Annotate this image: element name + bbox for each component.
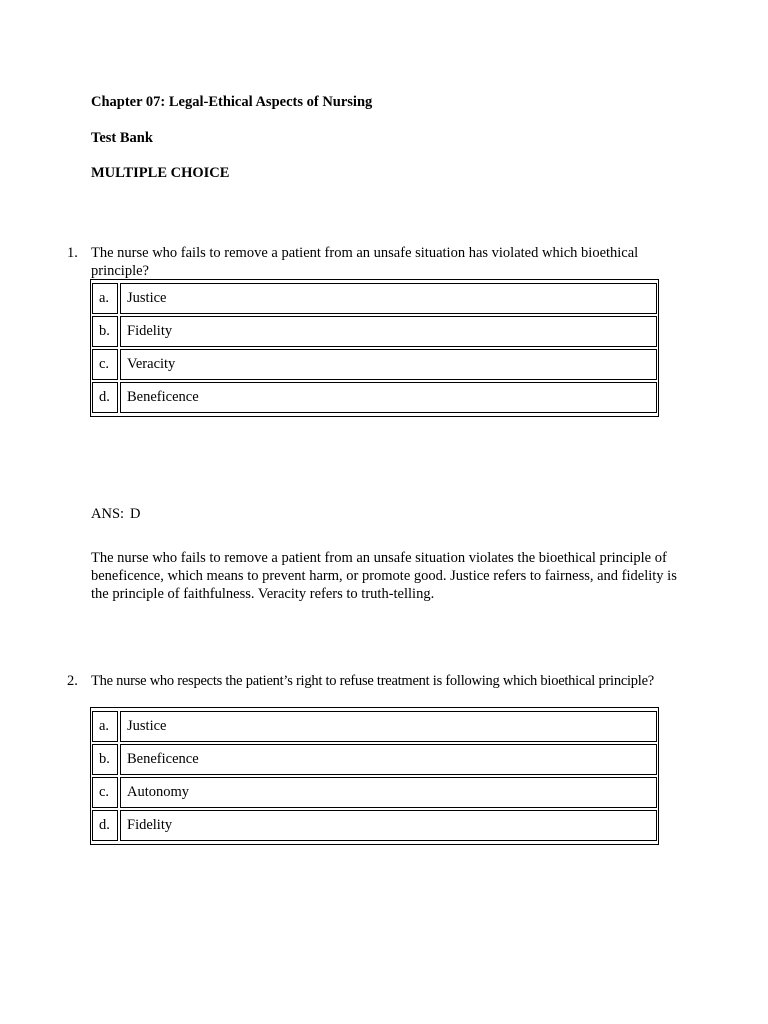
answer-label: ANS: (91, 506, 125, 522)
answer-choices-2 (90, 707, 659, 845)
question-number: 1. (67, 245, 78, 261)
choice-text: Justice (120, 283, 657, 314)
answer-rationale: The nurse who fails to remove a patient from an unsafe situation violates the bioethical principle of beneficence, which means to prevent harm, or promote good. Justice refers to fairness, and fidelity is the principle of faithfulness. Veracity refers to truth-telling. (91, 550, 677, 602)
test-bank-heading: Test Bank (91, 130, 153, 146)
choice-letter: b. (92, 744, 118, 775)
choice-row (92, 316, 657, 347)
choice-letter: a. (92, 711, 118, 742)
choice-row (92, 777, 657, 808)
choice-letter: d. (92, 382, 118, 413)
choice-text: Beneficence (120, 382, 657, 413)
choice-row (92, 711, 657, 742)
choice-letter: b. (92, 316, 118, 347)
chapter-title: Chapter 07: Legal-Ethical Aspects of Nursing (91, 94, 373, 110)
answer-choices-1 (90, 279, 659, 417)
choice-text: Justice (120, 711, 657, 742)
choice-text: Autonomy (120, 777, 657, 808)
choice-text: Veracity (120, 349, 657, 380)
choice-row (92, 744, 657, 775)
question-number: 2. (67, 673, 78, 689)
choice-row (92, 283, 657, 314)
question-stem: The nurse who fails to remove a patient from an unsafe situation has violated which bioethical principle? (91, 245, 639, 279)
answer-value: D (130, 506, 141, 522)
choice-letter: c. (92, 349, 118, 380)
choice-row (92, 382, 657, 413)
section-heading: MULTIPLE CHOICE (91, 165, 230, 181)
choice-row (92, 349, 657, 380)
choice-row (92, 810, 657, 841)
question-stem: The nurse who respects the patient’s right to refuse treatment is following which bioethical principle? (91, 673, 654, 689)
choice-letter: c. (92, 777, 118, 808)
choice-text: Fidelity (120, 316, 657, 347)
choice-letter: d. (92, 810, 118, 841)
choice-text: Beneficence (120, 744, 657, 775)
choice-letter: a. (92, 283, 118, 314)
answer-line (91, 505, 141, 523)
choice-text: Fidelity (120, 810, 657, 841)
